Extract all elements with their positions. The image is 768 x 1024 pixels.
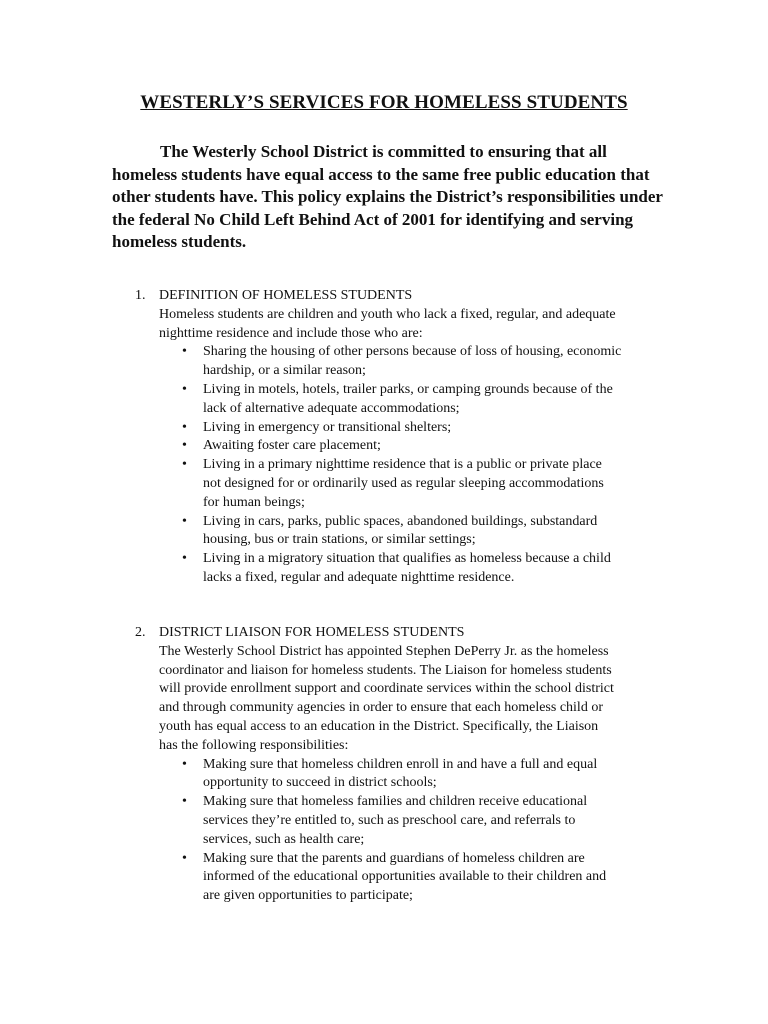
list-item xyxy=(159,456,679,512)
body-line: and through community agencies in order to ensure that each homeless child or xyxy=(159,700,603,716)
list-item xyxy=(159,381,679,419)
body-line: Homeless students are children and youth who lack a fixed, regular, and adequate xyxy=(159,306,616,322)
list-item xyxy=(159,343,679,381)
bullet-line: not designed for or ordinarily used as regular sleeping accommodations xyxy=(203,475,604,491)
section-body xyxy=(159,306,679,588)
body-line: youth has equal access to an education in the District. Specifically, the Liaison xyxy=(159,718,599,734)
intro-line: The Westerly School District is committed to ensuring that all xyxy=(160,142,607,161)
list-item xyxy=(159,513,679,551)
bullet-line: Living in a migratory situation that qualifies as homeless because a child xyxy=(203,551,611,567)
document-title: WESTERLY’S SERVICES FOR HOMELESS STUDENTS xyxy=(140,92,628,113)
bullet-line: Living in a primary nighttime residence that is a public or private place xyxy=(203,457,602,473)
bullet-line: hardship, or a similar reason; xyxy=(203,363,366,379)
bullet-line: opportunity to succeed in district schools; xyxy=(203,775,437,791)
intro-paragraph xyxy=(112,141,672,254)
list-item xyxy=(159,756,679,794)
bullet-icon: • xyxy=(182,457,187,473)
bullet-line: are given opportunities to participate; xyxy=(203,888,413,904)
bullet-line: lack of alternative adequate accommodations; xyxy=(203,400,460,416)
bullet-icon: • xyxy=(182,794,187,810)
section-body xyxy=(159,643,679,906)
bullet-line: lacks a fixed, regular and adequate nighttime residence. xyxy=(203,569,515,585)
body-line: nighttime residence and include those who are: xyxy=(159,325,423,341)
body-line: coordinator and liaison for homeless students. The Liaison for homeless students xyxy=(159,662,612,678)
bullet-icon: • xyxy=(182,756,187,772)
bullet-line: Sharing the housing of other persons because of loss of housing, economic xyxy=(203,344,622,360)
body-line: will provide enrollment support and coordinate services within the school district xyxy=(159,681,614,697)
bullet-line: Living in cars, parks, public spaces, abandoned buildings, substandard xyxy=(203,513,598,529)
intro-line: homeless students have equal access to the same free public education that xyxy=(112,164,650,184)
bullet-line: informed of the educational opportunities available to their children and xyxy=(203,869,607,885)
list-item xyxy=(159,793,679,849)
list-item xyxy=(159,437,679,456)
bullet-icon: • xyxy=(182,551,187,567)
list-item xyxy=(159,850,679,906)
section-heading: DEFINITION OF HOMELESS STUDENTS xyxy=(159,288,413,303)
bullet-icon: • xyxy=(182,438,187,454)
bullet-list xyxy=(159,343,679,587)
list-item xyxy=(159,550,679,588)
bullet-line: Living in motels, hotels, trailer parks, or camping grounds because of the xyxy=(203,381,613,397)
bullet-line: for human beings; xyxy=(203,494,305,510)
bullet-line: Awaiting foster care placement; xyxy=(203,438,381,454)
bullet-icon: • xyxy=(182,344,187,360)
bullet-line: Living in emergency or transitional shelters; xyxy=(203,419,452,435)
bullet-line: housing, bus or train stations, or similar settings; xyxy=(203,532,476,548)
intro-line: other students have. This policy explains the District’s responsibilities under xyxy=(112,187,663,206)
bullet-icon: • xyxy=(182,419,187,435)
bullet-line: services they’re entitled to, such as preschool care, and referrals to xyxy=(203,812,576,828)
list-item xyxy=(159,419,679,438)
bullet-line: services, such as health care; xyxy=(203,831,365,847)
bullet-list xyxy=(159,756,679,906)
bullet-icon: • xyxy=(182,513,187,529)
section-number: 2. xyxy=(135,625,146,640)
intro-line: homeless students. xyxy=(112,232,247,251)
bullet-line: Making sure that homeless children enroll in and have a full and equal xyxy=(203,756,598,772)
body-line: The Westerly School District has appointed Stephen DePerry Jr. as the homeless xyxy=(159,643,609,659)
section-heading: DISTRICT LIAISON FOR HOMELESS STUDENTS xyxy=(159,625,465,640)
section-number: 1. xyxy=(135,288,146,303)
bullet-icon: • xyxy=(182,850,187,866)
bullet-icon: • xyxy=(182,381,187,397)
bullet-line: Making sure that homeless families and children receive educational xyxy=(203,794,588,810)
bullet-line: Making sure that the parents and guardians of homeless children are xyxy=(203,850,585,866)
intro-line: the federal No Child Left Behind Act of 2001 for identifying and serving xyxy=(112,209,634,229)
body-line: has the following responsibilities: xyxy=(159,737,349,753)
